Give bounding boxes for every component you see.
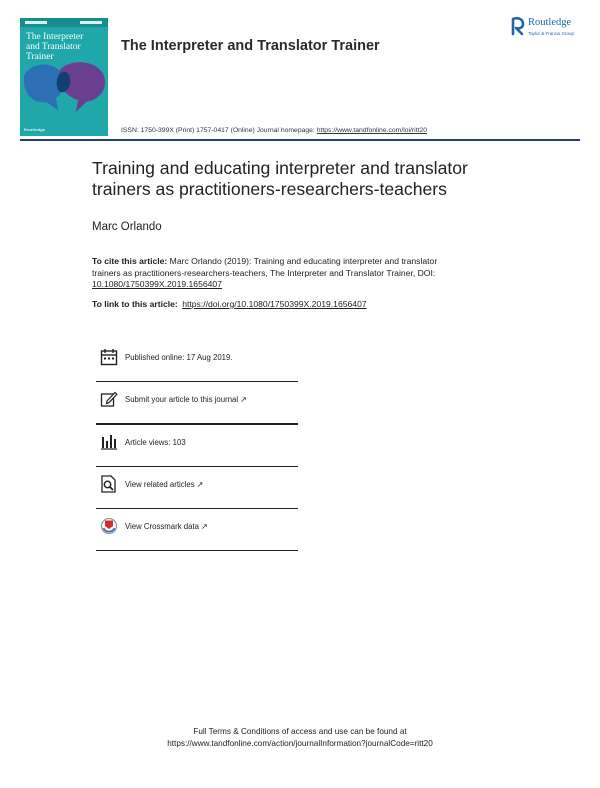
cover-title-line: and Translator: [26, 42, 81, 52]
submit-article-row[interactable]: [96, 382, 298, 423]
cover-header-strip: [20, 18, 108, 27]
cite-text: Marc Orlando (2019): Training and educating interpreter and translator: [167, 256, 438, 266]
author-name: Marc Orlando: [92, 221, 162, 233]
related-articles-label: View related articles: [125, 479, 195, 489]
doi-link[interactable]: 10.1080/1750399X.2019.1656407: [92, 279, 222, 290]
article-views-row: [96, 425, 298, 466]
issn-text: ISSN: 1750-399X (Print) 1757-0417 (Online) Journal homepage:: [121, 127, 317, 134]
journal-homepage-link[interactable]: https://www.tandfonline.com/loi/ritt20: [316, 127, 428, 134]
article-title-line: Training and educating interpreter and translator: [92, 158, 468, 178]
crossmark-label: View Crossmark data: [125, 522, 199, 532]
external-link-icon: ↗: [200, 522, 208, 532]
article-url-link[interactable]: https://doi.org/10.1080/1750399X.2019.1656407: [182, 299, 367, 309]
link-to-article: [92, 299, 367, 309]
logo-name: Routledge: [528, 17, 572, 28]
cover-title-line: Trainer: [26, 52, 54, 62]
routledge-logo[interactable]: [511, 16, 591, 42]
external-link-icon: ↗: [196, 479, 204, 489]
logo-subtitle: Taylor & Francis Group: [528, 31, 575, 36]
external-link-icon: ↗: [240, 395, 247, 405]
submit-article-link[interactable]: [125, 395, 247, 404]
link-label: To link to this article:: [92, 299, 178, 309]
journal-title: The Interpreter and Translator Trainer: [121, 38, 380, 54]
header-divider: [20, 139, 580, 141]
cover-publisher-mark: Routledge: [24, 127, 46, 132]
search-document-icon: [100, 475, 118, 493]
terms-footer: [0, 726, 600, 749]
terms-text: Full Terms & Conditions of access and use can be found at: [193, 727, 407, 736]
bar-chart-icon: [100, 433, 118, 451]
citation-block: [92, 256, 512, 291]
cover-faces-illustration: [20, 54, 108, 124]
article-info-list: [96, 340, 298, 551]
article-title: [92, 158, 562, 200]
related-articles-link[interactable]: [125, 480, 203, 489]
calendar-icon: [100, 348, 118, 366]
crossmark-link[interactable]: [125, 522, 208, 531]
crossmark-icon: [100, 517, 118, 535]
cite-label: To cite this article:: [92, 256, 168, 266]
published-row: [96, 340, 298, 381]
crossmark-row[interactable]: [96, 509, 298, 550]
article-views: Article views: 103: [125, 437, 186, 447]
journal-cover-image: [20, 18, 108, 136]
edit-icon: [100, 390, 118, 408]
issn-line: [121, 127, 427, 134]
related-articles-row[interactable]: [96, 467, 298, 508]
cite-text-line2: trainers as practitioners-researchers-teachers, The Interpreter and Translator Trainer, DOI:: [92, 267, 436, 278]
article-title-line: trainers as practitioners-researchers-teachers: [92, 179, 447, 199]
divider: [96, 550, 298, 551]
submit-article-label: Submit your article to this journal: [125, 395, 239, 405]
cover-title-line: The Interpreter: [26, 32, 84, 42]
published-date: Published online: 17 Aug 2019.: [125, 353, 233, 362]
routledge-r-icon: [511, 16, 525, 36]
terms-url[interactable]: https://www.tandfonline.com/action/journalInformation?journalCode=ritt20: [167, 738, 433, 748]
